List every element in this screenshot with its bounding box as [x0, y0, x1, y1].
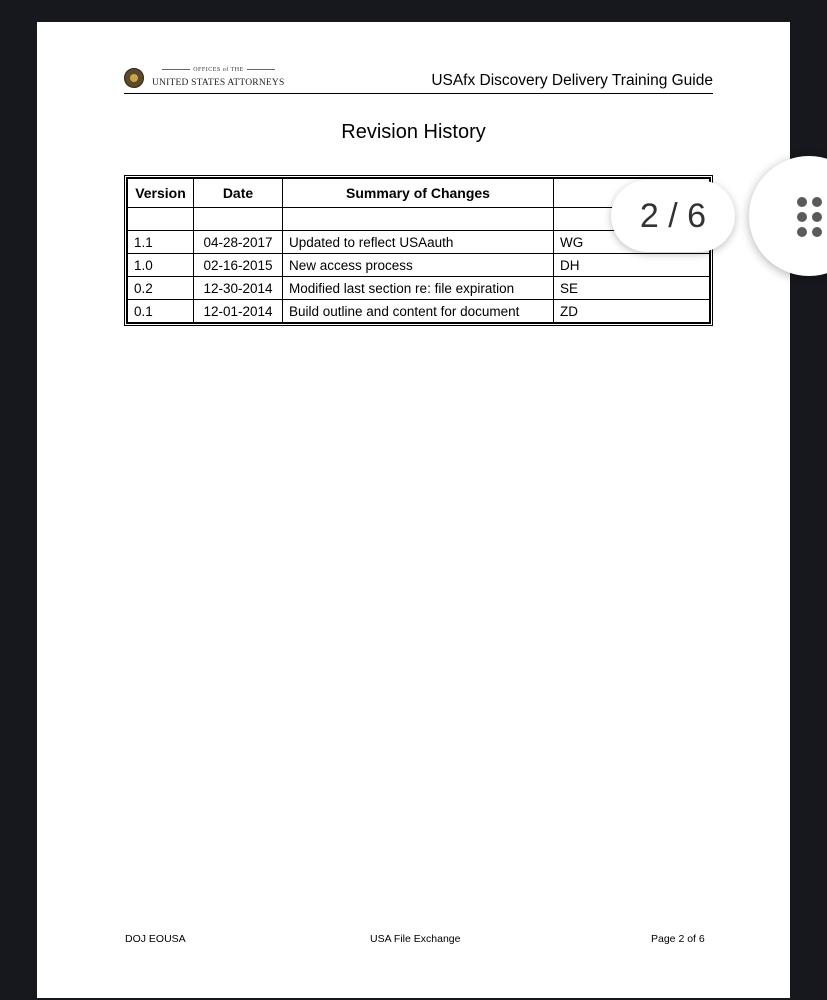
- cell-version: 0.2: [128, 277, 194, 300]
- col-header-date: Date: [194, 179, 283, 208]
- cell-author: SE: [554, 277, 710, 300]
- col-header-version: Version: [128, 179, 194, 208]
- table-row: [128, 254, 710, 277]
- cell-version: 1.0: [128, 254, 194, 277]
- header-title: USAfx Discovery Delivery Training Guide: [431, 72, 713, 89]
- footer-left: DOJ EOUSA: [125, 933, 186, 945]
- cell-summary: Updated to reflect USAauth: [283, 231, 554, 254]
- table-row: [128, 277, 710, 300]
- grid-dots-icon: [797, 197, 823, 235]
- cell-date: 12-01-2014: [194, 300, 283, 323]
- logo-offices-text: OFFICES of THE: [151, 67, 286, 73]
- logo-main-text: UNITED STATES ATTORNEYS: [152, 78, 285, 88]
- page-header: [124, 66, 713, 94]
- cell-version: 1.1: [128, 231, 194, 254]
- document-page: [37, 22, 790, 998]
- cell-date: 12-30-2014: [194, 277, 283, 300]
- col-header-summary: Summary of Changes: [283, 179, 554, 208]
- cell-date: 02-16-2015: [194, 254, 283, 277]
- cell-author: ZD: [554, 300, 710, 323]
- table-row: [128, 300, 710, 323]
- doj-seal-icon: [124, 68, 144, 88]
- cell-summary: New access process: [283, 254, 554, 277]
- footer-center: USA File Exchange: [370, 933, 461, 945]
- page-indicator[interactable]: 2 / 6: [611, 180, 735, 252]
- cell-summary: Modified last section re: file expiration: [283, 277, 554, 300]
- cell-author: WG: [554, 231, 710, 254]
- footer-page-number: Page 2 of 6: [651, 933, 705, 945]
- cell-summary: Build outline and content for document: [283, 300, 554, 323]
- cell-date: 04-28-2017: [194, 231, 283, 254]
- page-title: Revision History: [341, 121, 486, 143]
- cell-author: DH: [554, 254, 710, 277]
- cell-version: 0.1: [128, 300, 194, 323]
